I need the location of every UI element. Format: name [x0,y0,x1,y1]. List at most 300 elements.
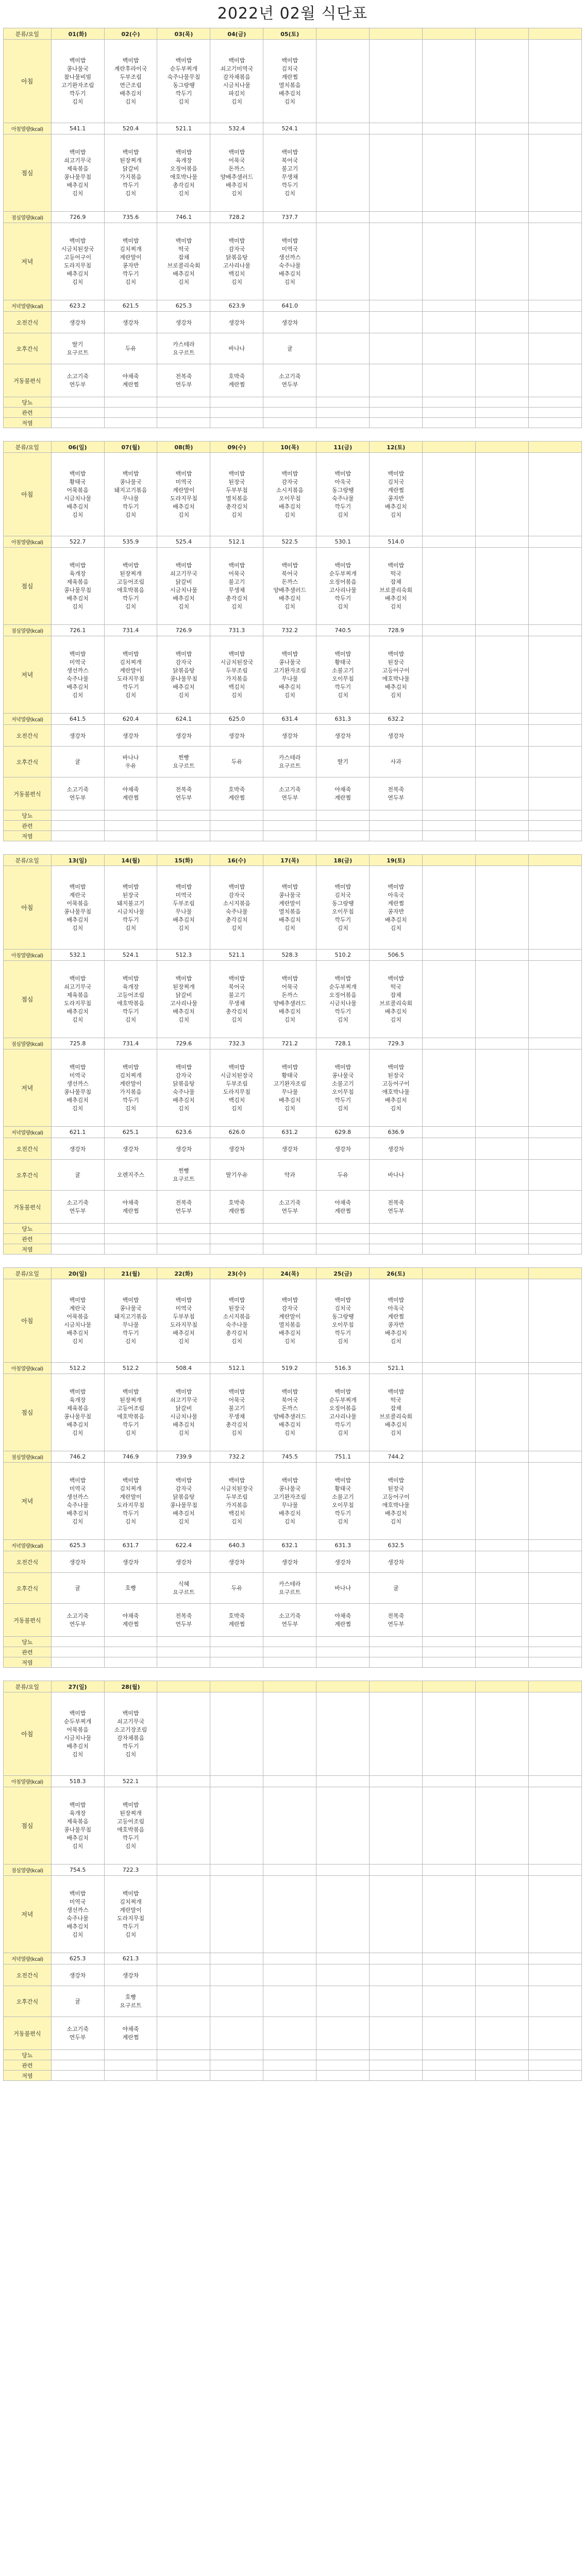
empty-cell [423,442,476,453]
care-food-cell [157,777,210,810]
kcal-cell: 722.3 [104,1865,157,1876]
empty-cell [423,212,476,223]
empty-cell [210,821,263,831]
empty-cell [423,28,476,40]
empty-cell [51,1234,104,1244]
empty-cell [476,2050,529,2060]
am-snack-cell: 생강차 [263,1138,316,1160]
empty-cell [528,28,581,40]
empty-cell [476,300,529,312]
menu-item: 김치 [125,1429,137,1436]
menu-item: 계란찜 [122,1620,139,1628]
menu-item: 배추김치 [173,1329,195,1336]
lunch-cell [316,1374,370,1451]
empty-cell [528,2050,581,2060]
empty-cell [157,2071,210,2081]
menu-item: 시금치나물 [170,586,198,594]
menu-item: 깍두기 [69,90,86,97]
menu-item: 오이무침 [331,1088,354,1095]
empty-cell [316,333,370,364]
kcal-cell [370,1776,423,1787]
row-label-care-food: 거동불편식 [4,777,52,810]
menu-item: 깍두기 [122,916,139,923]
empty-cell [104,831,157,841]
empty-cell [370,821,423,831]
menu-item: 콩나물국 [331,1072,354,1079]
dinner-cell [157,1876,210,1953]
empty-cell [476,1363,529,1374]
menu-item: 무생채 [228,999,245,1007]
menu-item: 백미밥 [281,470,298,477]
empty-cell [423,40,476,123]
menu-item: 백미밥 [335,1388,352,1395]
breakfast-cell [210,866,263,950]
menu-item: 감자국 [281,478,298,485]
empty-cell [476,1865,529,1876]
menu-item: 브로콜리숙회 [379,999,413,1007]
menu-item: 배추김치 [279,916,301,923]
menu-item: 백미밥 [281,650,298,657]
empty-cell [476,364,529,397]
menu-item: 오징어볶음 [170,165,198,172]
menu-item: 배추김치 [385,683,407,690]
menu-item: 백미밥 [335,470,352,477]
menu-item: 소고기죽 [279,1199,301,1206]
pm-snack-cell [210,747,263,777]
empty-cell [263,397,316,408]
lunch-cell [263,961,316,1038]
menu-item: 김치 [72,1016,83,1023]
empty-cell [51,418,104,428]
menu-item: 김치 [72,98,83,105]
menu-item: 오렌지주스 [116,1171,145,1178]
menu-item: 고사리나물 [170,999,198,1007]
empty-cell [51,1657,104,1668]
menu-item: 숙주나물 [331,495,354,502]
menu-item: 김치 [231,190,242,197]
kcal-cell: 729.6 [157,1038,210,1049]
menu-item: 연두부 [69,1207,86,1214]
menu-item: 계란국 [69,1304,86,1312]
menu-item: 도라지무침 [170,1321,198,1328]
empty-cell [423,714,476,725]
menu-item: 김치국 [335,891,352,899]
menu-item: 총각김치 [226,1421,248,1428]
menu-item: 김치 [284,603,295,610]
breakfast-cell [210,1692,263,1776]
dinner-cell [157,223,210,300]
menu-item: 백미밥 [388,562,405,569]
menu-item: 쇠고기무국 [64,983,92,990]
menu-item: 김치 [178,1105,190,1112]
menu-item: 애호박볶음 [116,586,145,594]
empty-cell [370,123,423,134]
empty-cell [423,1038,476,1049]
row-label-lunch-kcal: 점심열량(kcal) [4,212,52,223]
empty-cell [157,831,210,841]
menu-item: 감자채볶음 [223,73,250,80]
menu-item: 떡국 [390,983,402,990]
menu-item: 소고기죽 [66,1199,89,1206]
menu-item: 김치 [390,924,402,931]
empty-cell [157,408,210,418]
menu-item: 시금치나물 [223,81,250,89]
row-label-breakfast: 아침 [4,1279,52,1363]
menu-item: 백미밥 [335,1063,352,1071]
menu-item: 식혜 [178,1580,190,1587]
menu-item: 배추김치 [66,1421,89,1428]
care-food-cell [51,364,104,397]
day-header [370,1681,423,1692]
empty-cell [423,2071,476,2081]
empty-cell [423,123,476,134]
kcal-cell [210,1865,263,1876]
empty-cell [370,2050,423,2060]
row-label-dinner: 저녁 [4,223,52,300]
menu-item: 요구르트 [279,762,301,769]
menu-item: 카스테라 [173,341,195,348]
empty-cell [423,1268,476,1279]
pm-snack-cell [104,333,157,364]
empty-cell [476,961,529,1038]
menu-item: 배추김치 [279,1510,301,1517]
empty-cell [476,1986,529,2017]
menu-item: 야채죽 [122,2025,139,2032]
row-label-dinner-kcal: 저녁열량(kcal) [4,300,52,312]
menu-item: 배추김치 [173,1008,195,1015]
empty-cell [263,810,316,821]
menu-item: 닭갈비 [175,991,192,998]
kcal-cell: 725.8 [51,1038,104,1049]
kcal-cell [316,1953,370,1964]
empty-cell [423,777,476,810]
empty-cell [210,418,263,428]
menu-item: 배추김치 [66,1329,89,1336]
menu-item: 황태국 [281,1072,298,1079]
day-header: 12(토) [370,442,423,453]
empty-cell [528,1127,581,1138]
menu-item: 연두부 [388,794,405,801]
empty-cell [476,855,529,866]
kcal-cell: 735.6 [104,212,157,223]
breakfast-row [4,40,582,123]
lunch-cell [51,1787,104,1865]
dinner-row [4,223,582,300]
empty-cell [263,2060,316,2071]
empty-cell [528,1604,581,1637]
empty-cell [370,1244,423,1255]
care-food-cell [51,2017,104,2050]
kcal-cell: 524.1 [263,123,316,134]
am-snack-row [4,1138,582,1160]
menu-item: 전복죽 [175,372,192,380]
lunch-cell [210,1374,263,1451]
day-header: 08(화) [157,442,210,453]
empty-cell [476,1049,529,1127]
menu-item: 고사리나물 [329,1413,357,1420]
pm-snack-cell [210,333,263,364]
empty-cell [476,636,529,714]
dinner-cell [104,1876,157,1953]
menu-item: 계란말이 [120,1493,142,1500]
kcal-cell [210,1776,263,1787]
empty-cell [370,810,423,821]
day-header [263,1681,316,1692]
menu-item: 연두부 [281,1207,298,1214]
empty-cell [316,312,370,333]
menu-item: 연두부 [281,1620,298,1628]
menu-item: 깍두기 [122,1923,139,1930]
kcal-cell: 726.9 [51,212,104,223]
menu-item: 생선까스 [66,1493,89,1500]
lunch-cell [51,548,104,625]
menu-item: 김치 [231,1337,242,1345]
empty-cell [476,1776,529,1787]
week-gap [4,1255,582,1268]
menu-item: 브로콜리숙회 [379,1413,413,1420]
menu-item: 백미밥 [228,57,245,64]
menu-item: 콩나물국 [279,1485,301,1492]
pm-snack-cell [316,1573,370,1604]
menu-item: 김치 [178,98,190,105]
empty-cell [104,2050,157,2060]
dinner-cell [157,1049,210,1127]
kcal-cell: 739.9 [157,1451,210,1463]
empty-cell [528,1451,581,1463]
empty-cell [370,397,423,408]
menu-item: 고사리나물 [223,262,250,269]
menu-item: 아욱국 [335,478,352,485]
spacer [4,1255,582,1268]
empty-cell [476,1224,529,1234]
breakfast-cell [104,866,157,950]
kcal-cell: 729.3 [370,1038,423,1049]
menu-item: 연두부 [69,794,86,801]
menu-item: 두부부침 [173,1313,195,1320]
row-label-care-food: 거동불편식 [4,2017,52,2050]
day-header: 02(수) [104,28,157,40]
empty-cell [370,212,423,223]
empty-cell [51,2071,104,2081]
am-snack-cell [263,1964,316,1986]
menu-item: 어묵볶음 [66,900,89,907]
menu-item: 쇠고기무국 [170,1396,198,1403]
menu-item: 숙주나물무침 [167,73,200,80]
menu-item: 깍두기 [335,683,352,690]
care-food-cell [263,777,316,810]
care-food-cell [263,1191,316,1224]
empty-cell [51,1224,104,1234]
kcal-cell: 640.3 [210,1540,263,1551]
pm-snack-cell [51,333,104,364]
menu-item: 떡국 [178,245,190,252]
kcal-cell: 744.2 [370,1451,423,1463]
day-header: 18(금) [316,855,370,866]
menu-item: 소시지볶음 [223,900,250,907]
empty-cell [476,442,529,453]
breakfast-kcal-row [4,123,582,134]
care-food-cell [104,2017,157,2050]
menu-item: 우유 [125,762,137,769]
empty-cell [210,1637,263,1647]
row-label-pm-snack: 오후간식 [4,1160,52,1191]
empty-cell [316,134,370,212]
lunch-row [4,134,582,212]
breakfast-kcal-row [4,950,582,961]
empty-cell [263,1224,316,1234]
menu-item: 김치 [125,278,137,285]
row-label-sodium: 관련 [4,408,52,418]
meal-plan-table [3,28,582,2081]
empty-cell [528,810,581,821]
empty-cell [370,300,423,312]
menu-item: 귤 [393,1584,399,1591]
empty-cell [316,1647,370,1657]
menu-item: 감자국 [228,891,245,899]
menu-item: 김치 [178,511,190,518]
menu-item: 백미밥 [281,237,298,244]
lunch-cell [316,961,370,1038]
care-food-cell [104,1604,157,1637]
empty-cell [370,408,423,418]
row-label-lunch: 점심 [4,1787,52,1865]
diabetic-row [4,1224,582,1234]
menu-item: 김치 [178,190,190,197]
menu-item: 김치 [390,691,402,699]
kcal-cell: 631.4 [263,714,316,725]
empty-cell [476,725,529,747]
menu-item: 김치 [72,603,83,610]
menu-item: 배추김치 [66,1923,89,1930]
empty-cell [370,28,423,40]
dinner-cell [210,223,263,300]
menu-item: 계란찜 [335,794,352,801]
empty-cell [476,1234,529,1244]
menu-item: 바나나 [335,1584,352,1591]
dinner-cell [51,1876,104,1953]
empty-cell [104,1657,157,1668]
pm-snack-cell [157,1573,210,1604]
empty-cell [528,300,581,312]
menu-item: 콩나물무침 [170,675,198,682]
menu-item: 닭볶음탕 [173,1080,195,1087]
menu-item: 된장찌개 [120,1396,142,1403]
care-food-cell [210,1191,263,1224]
menu-item: 백미밥 [175,562,192,569]
empty-cell [476,418,529,428]
menu-item: 고등어구이 [382,1080,410,1087]
menu-item: 콩자반 [122,262,139,269]
empty-cell [210,1244,263,1255]
menu-item: 고등어조림 [116,1818,145,1825]
menu-item: 시금치나물 [64,1321,92,1328]
menu-item: 소불고기 [331,1493,354,1500]
menu-item: 연두부 [69,1620,86,1628]
menu-item: 배추김치 [279,1096,301,1104]
pm-snack-cell [51,1160,104,1191]
empty-cell [476,1374,529,1451]
menu-item: 시금치나물 [64,495,92,502]
day-header: 07(월) [104,442,157,453]
day-header: 03(목) [157,28,210,40]
dinner-cell [104,636,157,714]
menu-item: 계란말이 [120,253,142,261]
menu-item: 배추김치 [66,1742,89,1750]
day-header: 28(월) [104,1681,157,1692]
empty-cell [210,810,263,821]
empty-cell [528,1776,581,1787]
menu-item: 연두부 [281,381,298,388]
menu-item: 야채죽 [122,372,139,380]
menu-item: 감자채볶음 [116,1734,145,1741]
am-snack-row [4,725,582,747]
day-header: 17(목) [263,855,316,866]
menu-item: 도라지무침 [116,1914,145,1922]
empty-cell [104,1647,157,1657]
care-food-cell [157,364,210,397]
breakfast-kcal-row [4,1363,582,1374]
menu-item: 배추김치 [66,1510,89,1517]
menu-item: 배추김치 [385,595,407,602]
empty-cell [476,536,529,548]
sodium-row [4,408,582,418]
menu-item: 순두부찌개 [329,983,357,990]
pm-snack-cell [104,1573,157,1604]
lunch-cell [210,548,263,625]
menu-item: 총각김치 [226,595,248,602]
menu-item: 고기완자조림 [273,1493,307,1500]
breakfast-cell [316,866,370,950]
kcal-cell: 625.3 [157,300,210,312]
empty-cell [423,1865,476,1876]
menu-item: 카스테라 [279,754,301,761]
menu-item: 오징어볶음 [329,1404,357,1412]
menu-item: 배추김치 [120,90,142,97]
empty-cell [476,212,529,223]
menu-item: 시금치나물 [64,1734,92,1741]
empty-cell [423,536,476,548]
dinner-row [4,1463,582,1540]
menu-item: 시금치된장국 [220,658,254,666]
empty-cell [316,123,370,134]
menu-item: 깍두기 [122,595,139,602]
menu-item: 콩나물국 [279,658,301,666]
other-row [4,2071,582,2081]
menu-item: 배추김치 [279,90,301,97]
menu-item: 소고기죽 [66,2025,89,2032]
breakfast-cell [263,1279,316,1363]
empty-cell [476,1637,529,1647]
lunch-cell [104,961,157,1038]
breakfast-cell [263,866,316,950]
menu-item: 두부조림 [120,73,142,80]
menu-item: 소불고기 [331,667,354,674]
am-snack-cell [370,1964,423,1986]
empty-cell [423,1244,476,1255]
kcal-cell: 525.4 [157,536,210,548]
menu-item: 떡국 [390,570,402,577]
menu-item: 백미밥 [335,1296,352,1303]
empty-cell [263,1234,316,1244]
menu-item: 김치 [72,1337,83,1345]
menu-item: 연두부 [388,1207,405,1214]
row-label-lunch: 점심 [4,961,52,1038]
menu-item: 된장찌개 [120,570,142,577]
menu-item: 김치 [284,190,295,197]
dinner-cell [263,223,316,300]
menu-item: 깍두기 [335,595,352,602]
menu-item: 바나나 [122,754,139,761]
